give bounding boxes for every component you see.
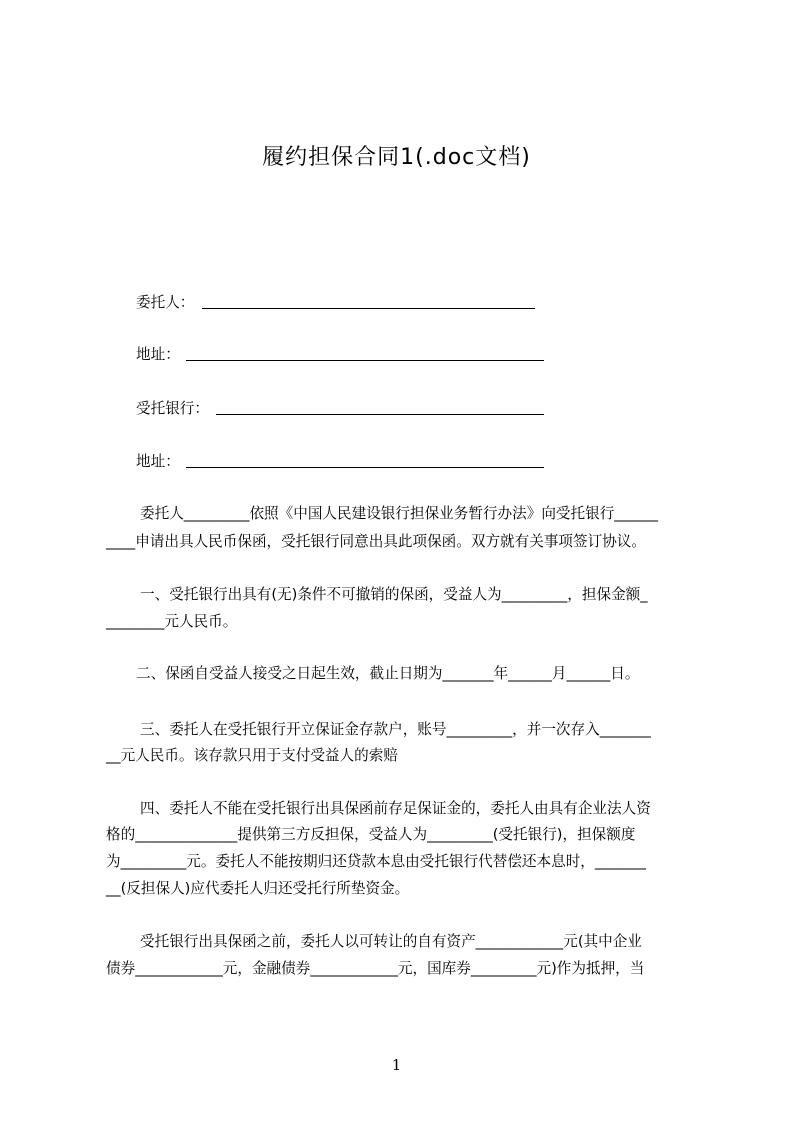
paragraph-line: 为_________元。委托人不能按期归还贷款本息由受托银行代替偿还本息时，_______ — [106, 853, 646, 870]
paragraph-line: 四、委托人不能在受托银行出具保函前存足保证金的，委托人由具有企业法人资 — [140, 800, 651, 817]
paragraph-line: __元人民币。该存款只用于支付受益人的索赔 — [106, 747, 398, 764]
document-title: 履约担保合同1(.doc文档) — [262, 145, 531, 170]
field-label-address-2: 地址： — [136, 453, 180, 470]
field-label-client: 委托人： — [136, 294, 195, 311]
field-line-client[interactable] — [202, 308, 535, 309]
paragraph-line: 一、受托银行出具有(无)条件不可撤销的保函，受益人为_________，担保金额_ — [140, 586, 648, 603]
paragraph-line: 三、委托人在受托银行开立保证金存款户，账号_________，并一次存入_______ — [140, 721, 651, 738]
paragraph-line: __(反担保人)应代委托人归还受托行所垫资金。 — [106, 880, 410, 897]
paragraph-line: 格的______________提供第三方反担保，受益人为_________(受托银行)，担保额度 — [106, 826, 636, 843]
field-label-address-1: 地址： — [136, 346, 180, 363]
paragraph-line: ____申请出具人民币保函，受托银行同意出具此项保函。双方就有关事项签订协议。 — [106, 533, 646, 550]
paragraph-line: ________元人民币。 — [106, 613, 238, 630]
page-number: 1 — [391, 1056, 402, 1074]
paragraph-line: 二、保函自受益人接受之日起生效，截止日期为_______年______月______日。 — [136, 665, 640, 682]
field-line-address-2[interactable] — [186, 467, 544, 468]
paragraph-line: 委托人_________依照《中国人民建设银行担保业务暂行办法》向受托银行______ — [140, 505, 659, 522]
paragraph-line: 受托银行出具保函之前，委托人以可转让的自有资产____________元(其中企业 — [140, 933, 642, 950]
field-line-address-1[interactable] — [186, 360, 544, 361]
paragraph-line: 债券____________元，金融债券____________元，国库券_________元)作为抵押，当 — [106, 960, 645, 977]
field-label-bank: 受托银行： — [136, 400, 209, 417]
field-line-bank[interactable] — [216, 414, 544, 415]
